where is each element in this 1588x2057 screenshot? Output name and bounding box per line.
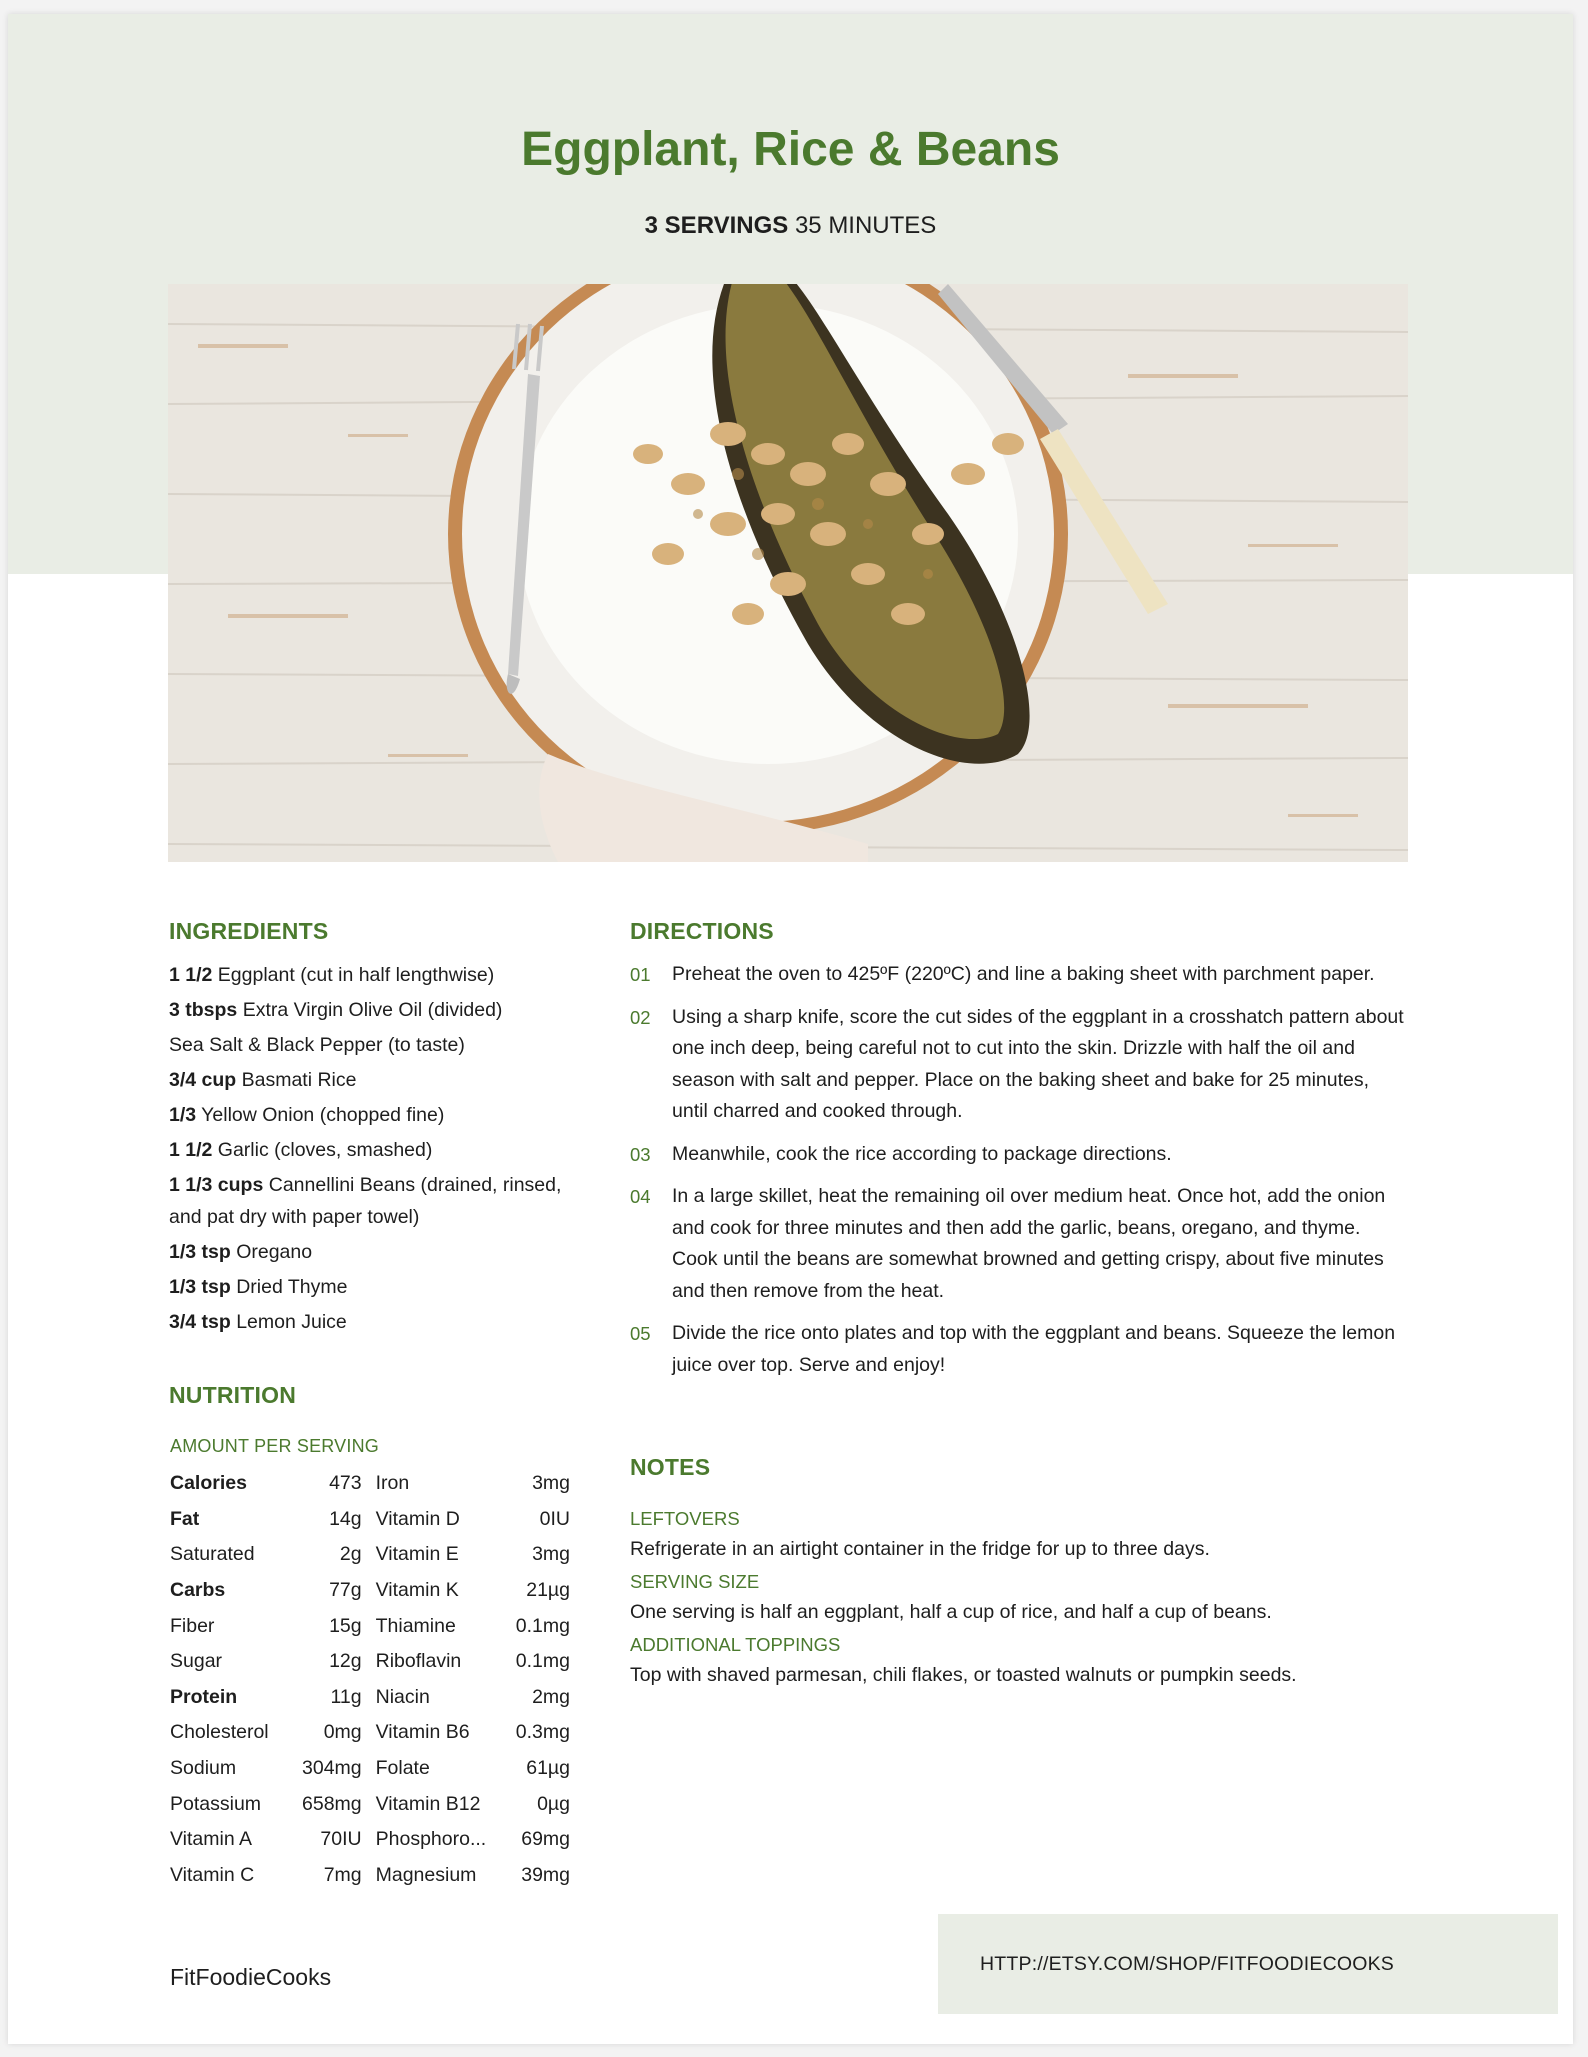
step-text: Divide the rice onto plates and top with the eggplant and beans. Squeeze the lemon juice over top. Serve and enjoy! xyxy=(672,1322,1396,1376)
directions-heading: DIRECTIONS xyxy=(630,918,774,944)
direction-step xyxy=(630,1318,1410,1381)
micronutrient-value: 0IU xyxy=(539,1507,570,1530)
nutrient-name: Sugar xyxy=(170,1650,223,1673)
micronutrient-value: 3mg xyxy=(532,1543,570,1566)
ingredient-item: 3 tbsps Extra Virgin Olive Oil (divided) xyxy=(169,999,503,1021)
nutrition-row xyxy=(170,1502,570,1538)
nutrient-name: Carbs xyxy=(170,1579,226,1602)
micronutrient-value: 2mg xyxy=(532,1685,570,1708)
nutrient-name: Fiber xyxy=(170,1614,215,1637)
nutrition-row xyxy=(170,1715,570,1751)
step-text: Meanwhile, cook the rice according to package directions. xyxy=(672,1142,1172,1165)
step-number: 04 xyxy=(630,1186,651,1207)
servings: 3 SERVINGS xyxy=(644,212,789,239)
step-number: 05 xyxy=(630,1323,651,1344)
micronutrient-name: Vitamin K xyxy=(375,1579,459,1602)
ingredients-heading: INGREDIENTS xyxy=(169,918,329,944)
micronutrient-name: Vitamin B6 xyxy=(375,1721,470,1744)
step-text: Using a sharp knife, score the cut sides of the eggplant in a crosshatch pattern about one inch deep, being careful not to cut into the skin. Drizzle with half the oil and season with salt and pepper. Place on the baking sheet and bake for 25 minutes, until charred and cooked through. xyxy=(672,1005,1404,1122)
ingredient-item: 1 1/2 Eggplant (cut in half lengthwise) xyxy=(169,964,495,986)
step-text: Preheat the oven to 425ºF (220ºC) and line a baking sheet with parchment paper. xyxy=(672,963,1375,985)
nutrient-value: 77g xyxy=(329,1579,362,1602)
recipe-title: Eggplant, Rice & Beans xyxy=(521,123,1060,176)
recipe-page xyxy=(8,14,1573,2044)
micronutrient-name: Vitamin E xyxy=(375,1543,459,1566)
footer-url-box xyxy=(938,1914,1558,2014)
step-number: 01 xyxy=(630,964,651,985)
nutrient-value: 11g xyxy=(330,1685,362,1708)
ingredient-item: 1/3 Yellow Onion (chopped fine) xyxy=(169,1104,445,1126)
nutrient-value: 70IU xyxy=(320,1828,362,1851)
direction-step xyxy=(630,1139,1410,1171)
nutrition-row xyxy=(170,1822,570,1858)
nutrient-name: Protein xyxy=(170,1685,238,1708)
note-text-serving-size: One serving is half an eggplant, half a cup of rice, and half a cup of beans. xyxy=(630,1601,1272,1623)
micronutrient-value: 0µg xyxy=(537,1792,570,1815)
nutrition-subheading: AMOUNT PER SERVING xyxy=(170,1436,379,1456)
step-number: 02 xyxy=(630,1006,651,1028)
notes-heading: NOTES xyxy=(630,1454,711,1480)
micronutrient-name: Vitamin B12 xyxy=(375,1792,481,1815)
micronutrient-name: Niacin xyxy=(375,1685,430,1708)
micronutrient-name: Magnesium xyxy=(375,1863,477,1886)
nutrition-row xyxy=(170,1751,570,1787)
ingredients-list xyxy=(169,959,579,1341)
dish-photo xyxy=(168,284,1408,862)
nutrition-row xyxy=(170,1608,570,1644)
micronutrient-name: Thiamine xyxy=(375,1614,456,1637)
shop-url-link[interactable]: HTTP://ETSY.COM/SHOP/FITFOODIECOOKS xyxy=(980,1952,1395,1975)
micronutrient-name: Folate xyxy=(375,1757,430,1780)
cook-time: 35 MINUTES xyxy=(794,212,937,239)
nutrient-value: 15g xyxy=(329,1614,362,1637)
micronutrient-value: 21µg xyxy=(526,1579,570,1602)
brand-name: FitFoodieCooks xyxy=(170,1964,332,1990)
nutrient-name: Potassium xyxy=(170,1792,262,1815)
directions-list xyxy=(630,959,1410,1392)
nutrition-table xyxy=(170,1466,570,1893)
nutrient-value: 7mg xyxy=(323,1863,362,1886)
nutrition-row xyxy=(170,1786,570,1822)
ingredient-item: 3/4 tsp Lemon Juice xyxy=(169,1311,347,1333)
ingredient-item: Sea Salt & Black Pepper (to taste) xyxy=(169,1034,465,1056)
nutrition-row xyxy=(170,1537,570,1573)
note-text-leftovers: Refrigerate in an airtight container in the fridge for up to three days. xyxy=(630,1538,1210,1560)
nutrient-name: Fat xyxy=(170,1507,200,1530)
step-text: In a large skillet, heat the remaining oil over medium heat. Once hot, add the onion and cook for three minutes and then add the garlic, beans, oregano, and thyme. Cook until the beans are somewhat browned and getting crispy, about five minutes and then remove from the heat. xyxy=(672,1185,1386,1302)
step-number: 03 xyxy=(630,1143,651,1165)
nutrition-row xyxy=(170,1858,570,1894)
ingredient-item: 1/3 tsp Oregano xyxy=(169,1241,313,1263)
nutrient-value: 0mg xyxy=(323,1721,362,1744)
note-label-serving-size: SERVING SIZE xyxy=(630,1571,760,1592)
micronutrient-name: Riboflavin xyxy=(375,1650,462,1673)
micronutrient-value: 39mg xyxy=(521,1863,570,1886)
ingredient-item: 3/4 cup Basmati Rice xyxy=(169,1069,357,1091)
micronutrient-name: Phosphoro... xyxy=(375,1828,487,1851)
nutrition-row xyxy=(170,1680,570,1716)
ingredient-item: 1 1/3 cups Cannellini Beans (drained, rinsed, and pat dry with paper towel) xyxy=(169,1174,562,1228)
nutrient-value: 304mg xyxy=(302,1757,362,1780)
note-label-leftovers: LEFTOVERS xyxy=(630,1508,740,1529)
nutrient-name: Cholesterol xyxy=(170,1721,269,1744)
nutrient-name: Calories xyxy=(170,1472,247,1495)
nutrient-value: 473 xyxy=(329,1472,362,1495)
micronutrient-name: Vitamin D xyxy=(375,1507,460,1530)
nutrition-row xyxy=(170,1644,570,1680)
ingredient-item: 1/3 tsp Dried Thyme xyxy=(169,1276,348,1298)
micronutrient-name: Iron xyxy=(375,1472,410,1495)
direction-step xyxy=(630,1002,1410,1128)
nutrient-name: Sodium xyxy=(170,1757,237,1780)
micronutrient-value: 0.3mg xyxy=(515,1721,570,1744)
note-label-additional-toppings: ADDITIONAL TOPPINGS xyxy=(630,1634,841,1655)
ingredient-item: 1 1/2 Garlic (cloves, smashed) xyxy=(169,1139,433,1161)
nutrient-value: 14g xyxy=(329,1507,362,1530)
nutrient-name: Vitamin A xyxy=(170,1828,253,1851)
micronutrient-value: 0.1mg xyxy=(515,1614,570,1637)
nutrient-value: 12g xyxy=(329,1650,362,1673)
nutrient-name: Vitamin C xyxy=(170,1863,255,1886)
micronutrient-value: 3mg xyxy=(532,1472,570,1495)
micronutrient-value: 0.1mg xyxy=(515,1650,570,1673)
micronutrient-value: 69mg xyxy=(521,1828,570,1851)
note-text-additional-toppings: Top with shaved parmesan, chili flakes, or toasted walnuts or pumpkin seeds. xyxy=(630,1664,1297,1686)
nutrition-row xyxy=(170,1573,570,1609)
nutrient-name: Saturated xyxy=(170,1543,255,1566)
direction-step xyxy=(630,959,1410,991)
direction-step xyxy=(630,1181,1410,1307)
nutrition-row xyxy=(170,1466,570,1502)
nutrient-value: 658mg xyxy=(302,1792,362,1815)
micronutrient-value: 61µg xyxy=(526,1757,570,1780)
recipe-meta xyxy=(8,212,1573,240)
nutrient-value: 2g xyxy=(339,1543,362,1566)
nutrition-heading: NUTRITION xyxy=(169,1382,297,1408)
